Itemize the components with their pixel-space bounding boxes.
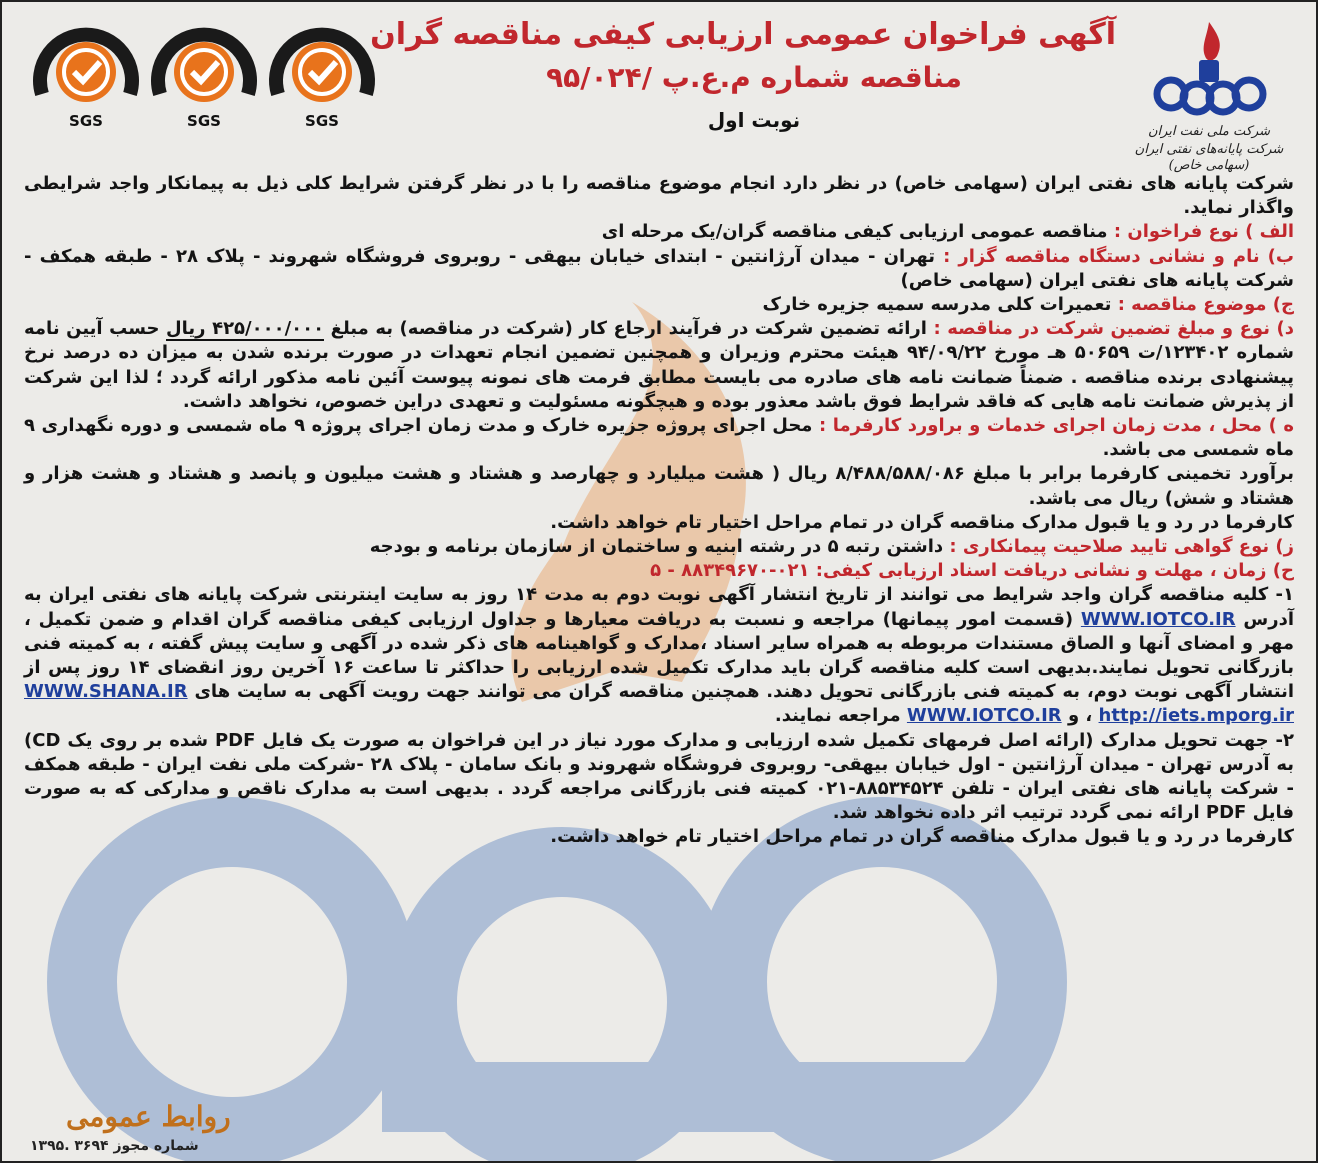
estimate-paragraph: برآورد تخمینی کارفرما برابر با مبلغ ۸/۴۸۸/۵۸۸/۰۸۶ ریال ( هشت میلیارد و چهارصد و هشتاد و هشت میلیون و پانصد و هشتاد و هشت هزار و هشتاد و شش) ریال می باشد. bbox=[24, 463, 1294, 509]
sgs-badge bbox=[266, 14, 378, 132]
section-c bbox=[24, 293, 1294, 317]
guarantee-amount: ۴۲۵/۰۰۰/۰۰۰ ریال bbox=[166, 318, 325, 340]
section-c-text: تعمیرات کلی مدرسه سمیه جزیره خارک bbox=[762, 294, 1112, 316]
section-d-text-cont: حسب آیین نامه شماره ۱۲۳۴۰۲/ت ۵۰۶۵۹ هـ مورخ ۹۴/۰۹/۲۲ هیئت محترم وزیران و همچنین تضمین انجام تعهدات در صورت برنده شدن به میزان ده درصد نرخ پیشنهادی برنده مناقصه . ضمناً ضمانت نامه های صادره می بایست مطابق فرمت های نمونه پیوست آئین نامه مذکور ارائه گردد ؛ لذا این شرکت از پذیرش ضمانت نامه هایی که فاقد شرایط فوق باشد معذور بوده و هیچگونه مسئولیت و تعهدی دراین خصوص، نخواهد داشت. bbox=[24, 318, 1294, 412]
sgs-badge-label: SGS bbox=[305, 112, 339, 130]
item-1-text-cont: (قسمت امور پیمانها) مراجعه و نسبت به دریافت معیارها و جداول ارزیابی کیفی مناقصه گران اقدام و ضمن تکمیل ، مهر و امضای آنها و الصاق مستندات مربوطه به همراه سایر اسناد ،مدارک و گواهینامه های ذکر شده در آگهی و سایت پیش گفته ، به کمیته فنی بازرگانی تحویل نمایند.بدیهی است کلیه مناقصه گران باید مدارک تکمیل شده ارزیابی را حداکثر تا ساعت ۱۶ آخرین روز انقضای ۱۴ روز پس از انتشار آگهی نوبت دوم، به کمیته فنی بازرگانی تحویل دهند. همچنین مناقصه گران می توانند جهت رویت آگهی به سایت های bbox=[24, 608, 1294, 703]
iotco-link-2[interactable]: WWW.IOTCO.IR bbox=[906, 705, 1062, 727]
section-a-text: مناقصه عمومی ارزیابی کیفی مناقصه گران/یک مرحله ای bbox=[601, 221, 1108, 243]
section-e bbox=[24, 414, 1294, 462]
section-a bbox=[24, 220, 1294, 244]
item-1-text: ۱- کلیه مناقصه گران واجد شرایط می توانند از تاریخ انتشار آگهی نوبت دوم به مدت ۱۴ روز به سایت اینترنتی شرکت پایانه های نفتی ایران به آدرس bbox=[24, 584, 1295, 630]
section-d-label: د) نوع و مبلغ تضمین شرکت در مناقصه : bbox=[933, 318, 1294, 340]
section-z bbox=[24, 535, 1294, 559]
sgs-check-icon bbox=[30, 14, 142, 110]
nioc-flame-icon bbox=[1149, 18, 1269, 118]
intro-paragraph: شرکت پایانه های نفتی ایران (سهامی خاص) در نظر دارد انجام موضوع مناقصه را با در نظر گرفتن شرایط کلی ذیل به پیمانکار واجد شرایطی واگذار نماید. bbox=[24, 173, 1294, 219]
section-c-label: ج) موضوع مناقصه : bbox=[1117, 294, 1294, 316]
sgs-check-icon bbox=[148, 14, 260, 110]
notice-title: آگهی فراخوان عمومی ارزیابی کیفی مناقصه گران bbox=[370, 17, 1116, 52]
link-separator: ، bbox=[1085, 705, 1093, 727]
iets-link[interactable]: http://iets.mporg.ir bbox=[1098, 705, 1294, 727]
item-1 bbox=[24, 583, 1294, 728]
iotco-link[interactable]: WWW.IOTCO.IR bbox=[1080, 608, 1236, 630]
sgs-badge bbox=[30, 14, 142, 132]
publication-round: نوبت اول bbox=[707, 108, 801, 132]
sgs-check-icon bbox=[266, 14, 378, 110]
shana-link[interactable]: WWW.SHANA.IR bbox=[24, 681, 188, 703]
reject-paragraph: کارفرما در رد و یا قبول مدارک مناقصه گران در تمام مراحل اختیار تام خواهد داشت. bbox=[550, 511, 1294, 533]
certification-badges bbox=[30, 14, 380, 134]
section-b bbox=[24, 245, 1294, 293]
section-d-text: ارائه تضمین شرکت در فرآیند ارجاع کار (شرکت در مناقصه) به مبلغ bbox=[330, 318, 927, 340]
section-h-label: ح) زمان ، مهلت و نشانی دریافت اسناد ارزیابی کیفی: bbox=[815, 560, 1294, 582]
section-z-text: داشتن رتبه ۵ در رشته ابنیه و ساختمان از سازمان برنامه و بودجه bbox=[369, 536, 944, 558]
title-block bbox=[370, 16, 1116, 132]
section-a-label: الف ) نوع فراخوان : bbox=[1113, 221, 1294, 243]
section-h bbox=[24, 559, 1294, 583]
closing-paragraph: کارفرما در رد و یا قبول مدارک مناقصه گران در تمام مراحل اختیار تام خواهد داشت. bbox=[550, 826, 1294, 848]
sgs-badge-label: SGS bbox=[187, 112, 221, 130]
section-b-label: ب) نام و نشانی دستگاه مناقصه گزار : bbox=[943, 245, 1294, 267]
company-logo bbox=[1124, 18, 1294, 174]
sgs-badge-label: SGS bbox=[69, 112, 103, 130]
section-z-label: ز) نوع گواهی تایید صلاحیت پیمانکاری : bbox=[949, 536, 1294, 558]
permit-number: شماره مجوز ۳۶۹۴ .۱۳۹۵ bbox=[30, 1138, 199, 1154]
logo-caption-nioc: شرکت ملی نفت ایران bbox=[1147, 124, 1271, 139]
public-relations-signature: روابط عمومی bbox=[66, 1100, 231, 1133]
notice-body bbox=[2, 172, 1316, 850]
section-b-text: تهران - میدان آرژانتین - ابتدای خیابان بیهقی - روبروی فروشگاه شهروند - پلاک ۲۸ - طبقه همکف - شرکت پایانه های نفتی ایران (سهامی خاص) bbox=[24, 245, 1294, 291]
notice-header bbox=[2, 2, 1316, 172]
section-e-label: ه ) محل ، مدت زمان اجرای خدمات و براورد کارفرما : bbox=[818, 415, 1294, 437]
section-d bbox=[24, 317, 1294, 414]
item-1-text-end: مراجعه نمایند. bbox=[774, 705, 901, 727]
link-separator: و bbox=[1067, 705, 1080, 727]
sgs-badge bbox=[148, 14, 260, 132]
section-h-phone: ۰۲۱-۸۸۳۴۹۶۷۰ - ۵ bbox=[650, 560, 810, 582]
logo-caption-iotc: شرکت پایانه‌های نفتی ایران (سهامی خاص) bbox=[1134, 142, 1284, 173]
section-e-text: محل اجرای پروژه جزیره خارک و مدت زمان اجرای پروژه ۹ ماه شمسی و دوره نگهداری ۹ ماه شمسی می باشد. bbox=[24, 415, 1294, 461]
item-2: ۲- جهت تحویل مدارک (ارائه اصل فرمهای تکمیل شده ارزیابی و مدارک مورد نیاز در این فراخوان به صورت یک فایل PDF شده بر روی یک CD) به آدرس تهران - میدان آرژانتین - اول خیابان بیهقی- روبروی فروشگاه شهروند و بانک سامان - پلاک ۲۸ -شرکت ملی نفت ایران - طبقه همکف - شرکت پایانه های نفتی ایران - تلفن ۸۸۵۳۴۵۲۴-۰۲۱ کمیته فنی بازرگانی مراجعه گردد . بدیهی است به مدارک ناقص و مدارکی که به صورت فایل PDF ارائه نمی گردد ترتیب اثر داده نخواهد شد. bbox=[24, 729, 1294, 824]
tender-number: مناقصه شماره م.ع.پ /۹۵/۰۲۴ bbox=[546, 61, 962, 94]
